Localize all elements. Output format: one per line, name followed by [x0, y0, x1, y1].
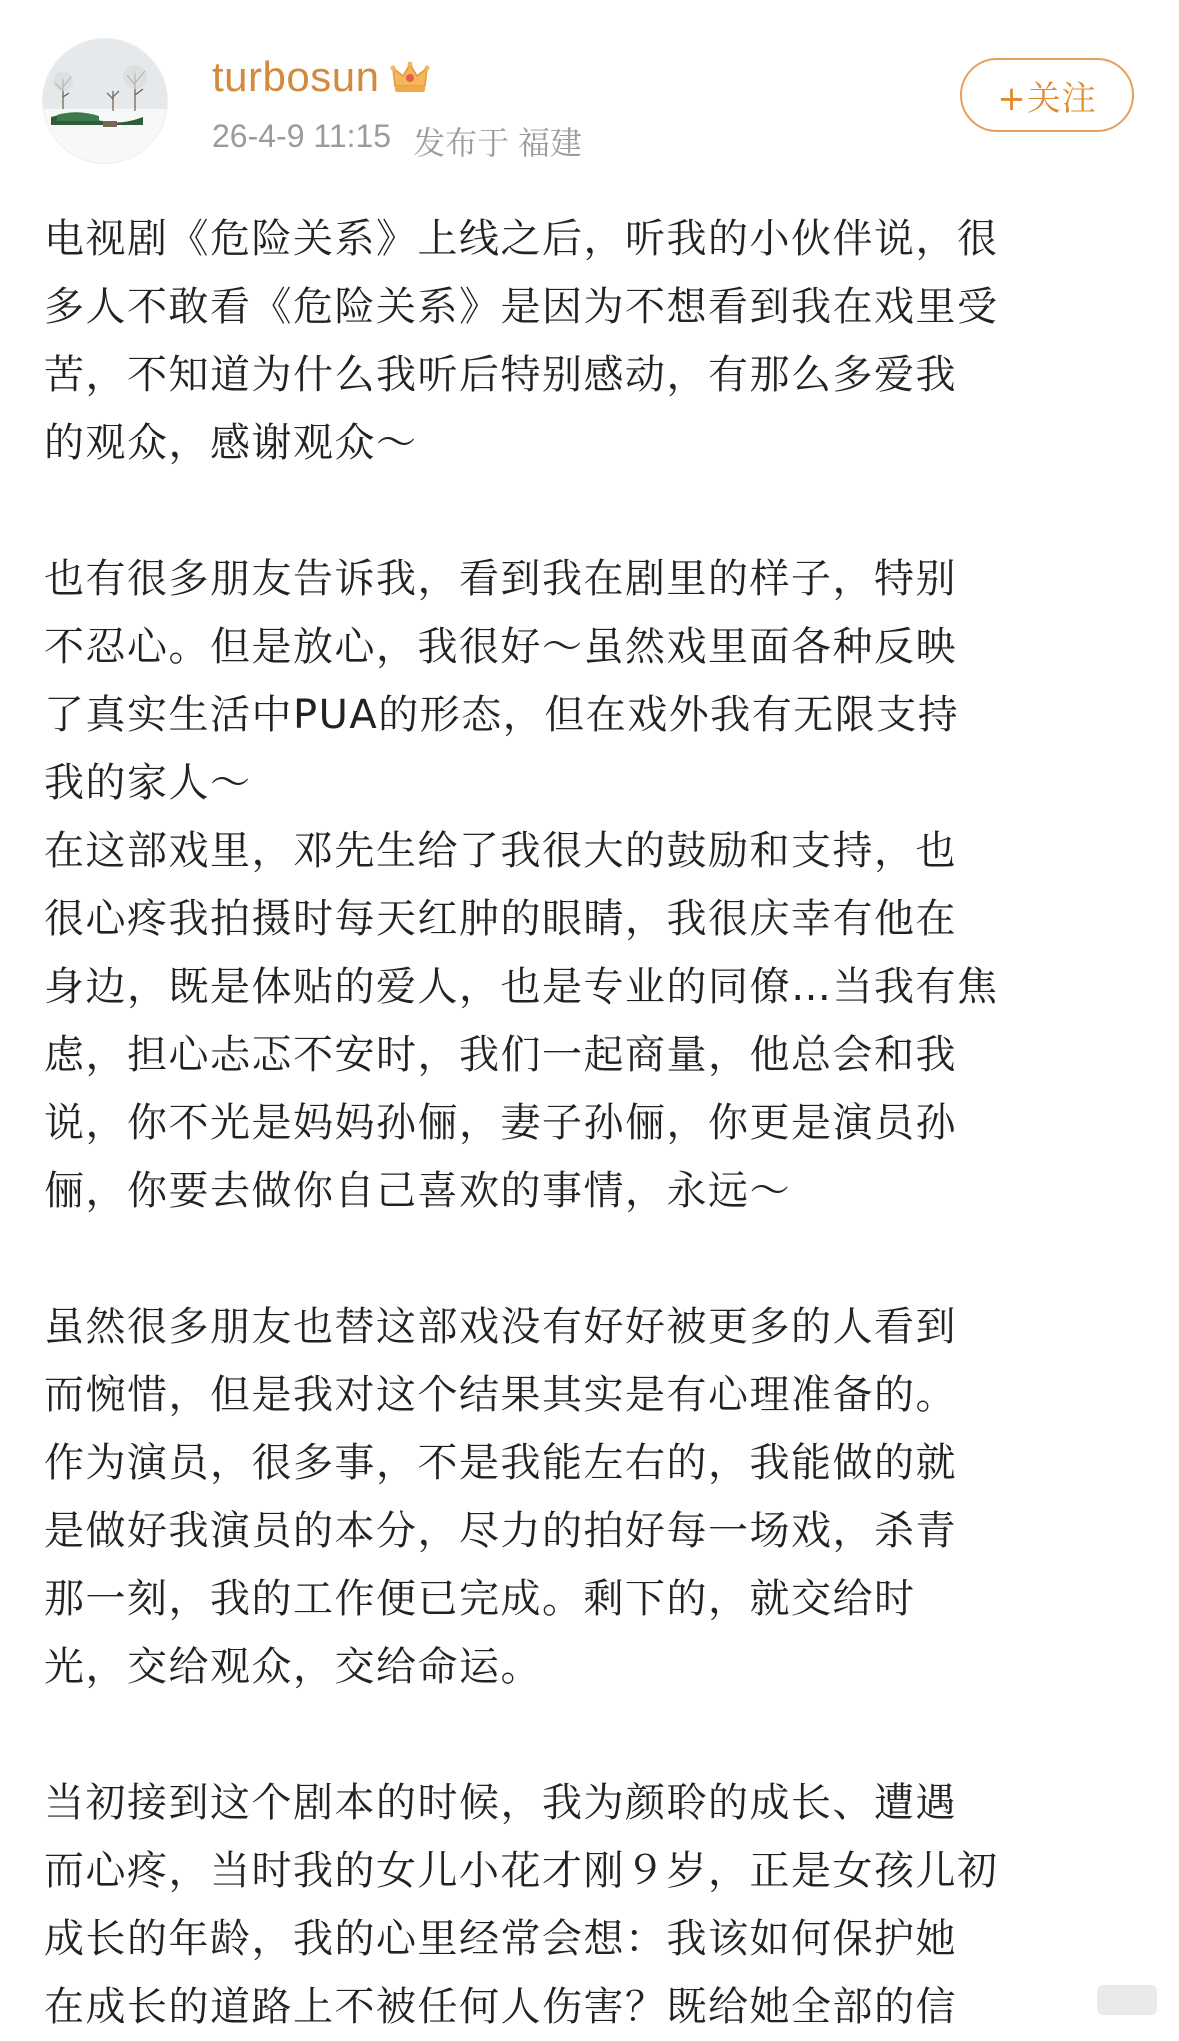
- post-text-line: 苦，不知道为什么我听后特别感动，有那么多爱我: [44, 352, 957, 398]
- post-text-line: 很心疼我拍摄时每天红肿的眼睛，我很庆幸有他在: [44, 896, 957, 942]
- post-text-line: 虑，担心忐忑不安时，我们一起商量，他总会和我: [44, 1032, 957, 1078]
- post-timestamp: 26-4-9 11:15: [212, 118, 392, 154]
- post-meta: [212, 118, 912, 164]
- post-text-line: 那一刻，我的工作便已完成。剩下的，就交给时: [44, 1576, 916, 1622]
- post-text-line: 说，你不光是妈妈孙俪，妻子孙俪，你更是演员孙: [44, 1100, 957, 1146]
- post-text-line: 我的家人～: [44, 760, 252, 806]
- paragraph-gap: [44, 1701, 1144, 1769]
- follow-button[interactable]: [960, 58, 1134, 132]
- post-text-line: 作为演员，很多事，不是我能左右的，我能做的就: [44, 1440, 957, 1486]
- post-header: [0, 0, 1179, 180]
- post-text-line: 电视剧《危险关系》上线之后，听我的小伙伴说，很: [44, 216, 999, 262]
- winter-landscape-avatar-icon: [43, 39, 167, 163]
- post-text-line: 光，交给观众，交给命运。: [44, 1644, 542, 1690]
- post-text-line: 当初接到这个剧本的时候，我为颜聆的成长、遭遇: [44, 1780, 957, 1826]
- username-row: [212, 50, 912, 104]
- post-text-line: 俪，你要去做你自己喜欢的事情，永远～: [44, 1168, 791, 1214]
- post-text-line: 了真实生活中PUA的形态，但在戏外我有无限支持: [44, 692, 960, 738]
- user-avatar[interactable]: [42, 38, 168, 164]
- paragraph-gap: [44, 477, 1144, 545]
- post-text-line: 多人不敢看《危险关系》是因为不想看到我在戏里受: [44, 284, 999, 330]
- follow-button-label: +关注: [997, 78, 1097, 119]
- post-text-line: 不忍心。但是放心，我很好～虽然戏里面各种反映: [44, 624, 957, 670]
- post-text-line: 在成长的道路上不被任何人伤害？既给她全部的信: [44, 1984, 957, 2030]
- post-text-line: 也有很多朋友告诉我，看到我在剧里的样子，特别: [44, 556, 957, 602]
- post-text-line: 在这部戏里，邓先生给了我很大的鼓励和支持，也: [44, 828, 957, 874]
- post-text-line: 而惋惜，但是我对这个结果其实是有心理准备的。: [44, 1372, 957, 1418]
- post-text-line: 成长的年龄，我的心里经常会想：我该如何保护她: [44, 1916, 957, 1962]
- post-text-line: 虽然很多朋友也替这部戏没有好好被更多的人看到: [44, 1304, 957, 1350]
- post-text-line: 的观众，感谢观众～: [44, 420, 418, 466]
- username[interactable]: turbosun: [212, 53, 380, 100]
- crown-icon: [389, 56, 431, 98]
- post-body: [44, 205, 1144, 2041]
- post-text-line: 而心疼，当时我的女儿小花才刚９岁，正是女孩儿初: [44, 1848, 999, 1894]
- watermark-logo-icon: [1097, 1985, 1157, 2015]
- post-location: 发布于 福建: [413, 125, 582, 161]
- paragraph-gap: [44, 1225, 1144, 1293]
- post-text-line: 是做好我演员的本分，尽力的拍好每一场戏，杀青: [44, 1508, 957, 1554]
- user-info: [212, 50, 912, 164]
- post-text-line: 身边，既是体贴的爱人，也是专业的同僚…当我有焦: [44, 964, 999, 1010]
